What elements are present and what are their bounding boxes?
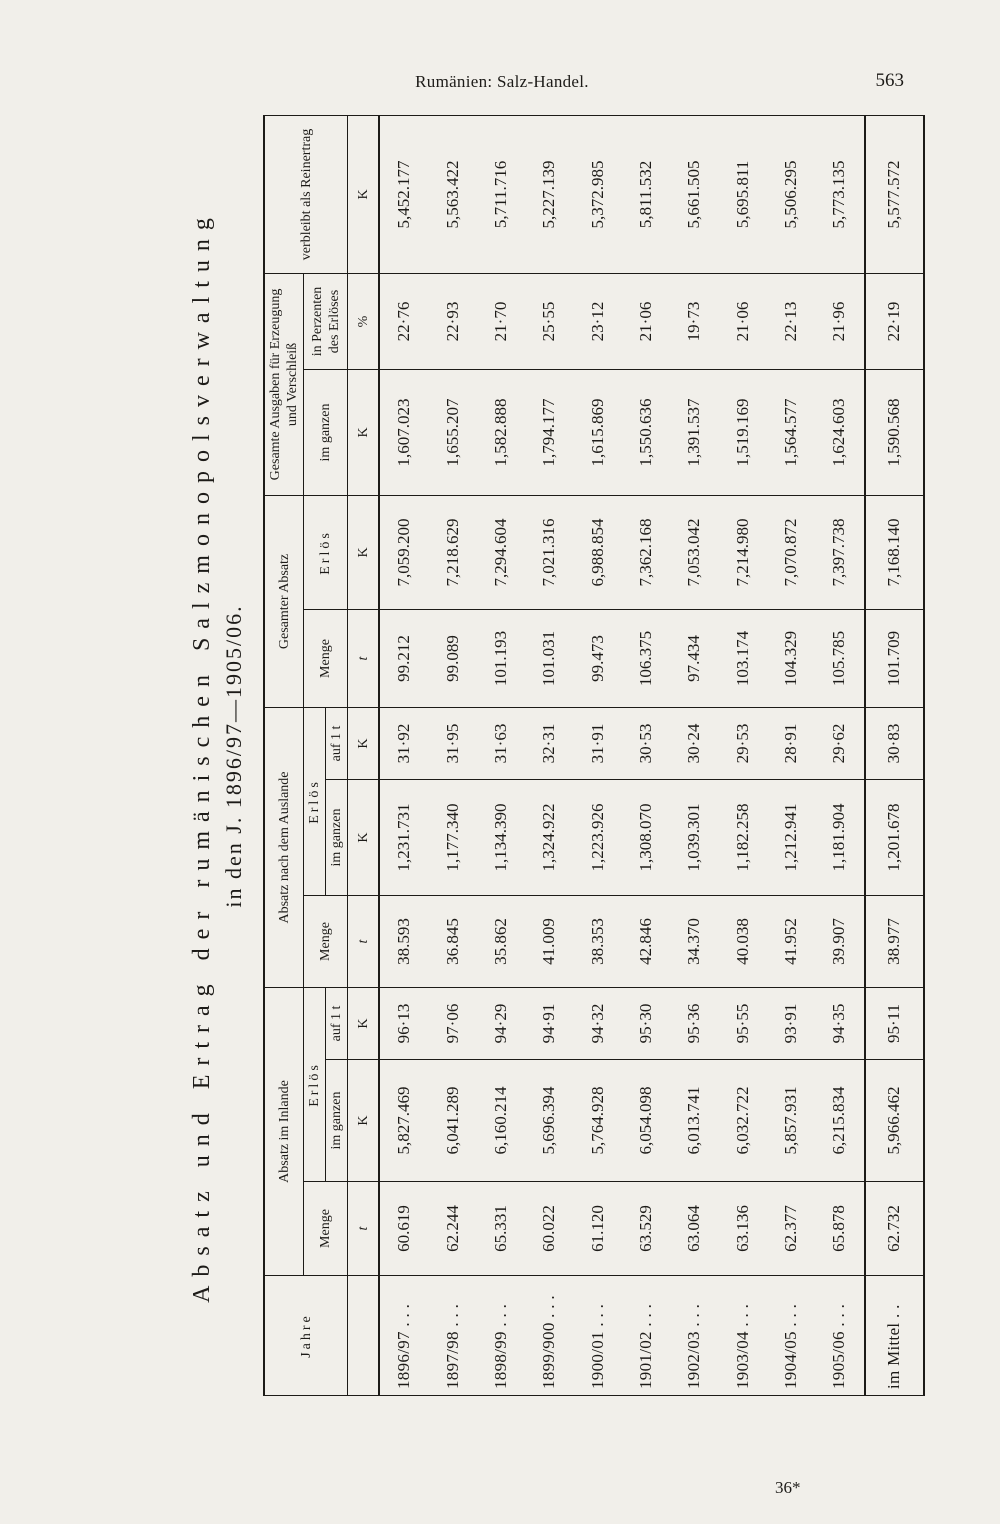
cell-ausgaben: 1,655.207 [429,369,477,495]
cell-menge-inland: 62.377 [767,1182,815,1276]
cell-erloes-ausland: 1,231.731 [379,780,429,896]
cell-menge-ausland: 41.952 [767,896,815,988]
cell-erloes-ausland: 1,308.070 [622,780,670,896]
header-inland: Absatz im Inlande [264,988,304,1276]
cell-erloes-gesamt: 7,059.200 [379,495,429,609]
cell-reinertrag: 5,372.985 [574,115,622,273]
cell-erloes-inland: 6,215.834 [815,1060,865,1182]
cell-erloes-ausland: 1,181.904 [815,780,865,896]
cell-auf1t-inland: 94·32 [574,988,622,1060]
cell-ausgaben: 1,590.568 [865,369,924,495]
cell-erloes-inland: 5,857.931 [767,1060,815,1182]
unit-k: K [348,707,380,779]
cell-prozent: 22·93 [429,273,477,369]
cell-ausgaben: 1,564.577 [767,369,815,495]
cell-menge-gesamt: 101.193 [477,609,525,707]
cell-erloes-inland: 5,696.394 [525,1060,573,1182]
cell-menge-gesamt: 97.434 [670,609,718,707]
cell-ausgaben: 1,794.177 [525,369,573,495]
cell-erloes-inland: 6,032.722 [718,1060,766,1182]
cell-menge-gesamt: 104.329 [767,609,815,707]
cell-reinertrag: 5,563.422 [429,115,477,273]
unit-k: K [348,115,380,273]
header-gesamte-ausgaben: Gesamte Ausgaben für Erzeugung und Verschleiß [264,273,304,495]
cell-year: im Mittel . . [865,1276,924,1396]
running-title: Rumänien: Salz-Handel. [415,72,589,91]
header-gesamter-absatz: Gesamter Absatz [264,495,304,707]
cell-menge-ausland: 39.907 [815,896,865,988]
unit-t: t [348,1182,380,1276]
cell-ausgaben: 1,519.169 [718,369,766,495]
unit-k: K [348,369,380,495]
cell-auf1t-inland: 95·30 [622,988,670,1060]
cell-menge-gesamt: 99.473 [574,609,622,707]
cell-auf1t-inland: 97·06 [429,988,477,1060]
header-im-ganzen-inland: im ganzen [326,1060,348,1182]
cell-auf1t-ausland: 31·91 [574,707,622,779]
cell-erloes-gesamt: 7,053.042 [670,495,718,609]
header-auf-1t-inland: auf 1 t [326,988,348,1060]
cell-menge-inland: 63.529 [622,1182,670,1276]
cell-year: 1905/06 . . . [815,1276,865,1396]
cell-erloes-ausland: 1,134.390 [477,780,525,896]
cell-auf1t-ausland: 30·83 [865,707,924,779]
cell-erloes-gesamt: 7,397.738 [815,495,865,609]
cell-reinertrag: 5,811.532 [622,115,670,273]
cell-ausgaben: 1,550.636 [622,369,670,495]
cell-menge-gesamt: 101.031 [525,609,573,707]
header-reinertrag: verbleibt als Reinertrag [264,115,348,273]
cell-ausgaben: 1,582.888 [477,369,525,495]
cell-ausgaben: 1,615.869 [574,369,622,495]
cell-menge-inland: 65.331 [477,1182,525,1276]
cell-menge-gesamt: 106.375 [622,609,670,707]
cell-erloes-ausland: 1,039.301 [670,780,718,896]
cell-menge-ausland: 35.862 [477,896,525,988]
unit-t: t [348,896,380,988]
cell-menge-gesamt: 99.089 [429,609,477,707]
header-jahre: Jahre [264,1276,348,1396]
cell-menge-gesamt: 99.212 [379,609,429,707]
cell-menge-inland: 61.120 [574,1182,622,1276]
cell-menge-inland: 65.878 [815,1182,865,1276]
header-ausgaben-im-ganzen: im ganzen [304,369,348,495]
caption-line-2: in den J. 1896/97—1905/06. [221,604,246,908]
cell-menge-ausland: 41.009 [525,896,573,988]
sheet-signature: 36* [775,1478,801,1497]
cell-reinertrag: 5,711.716 [477,115,525,273]
cell-year: 1900/01 . . . [574,1276,622,1396]
cell-erloes-gesamt: 7,021.316 [525,495,573,609]
table-row [767,115,815,1395]
cell-erloes-inland: 5,966.462 [865,1060,924,1182]
table-row [815,115,865,1395]
cell-erloes-gesamt: 7,362.168 [622,495,670,609]
cell-ausgaben: 1,607.023 [379,369,429,495]
table-row [718,115,766,1395]
cell-menge-ausland: 38.353 [574,896,622,988]
cell-erloes-ausland: 1,177.340 [429,780,477,896]
cell-auf1t-ausland: 29·53 [718,707,766,779]
cell-auf1t-ausland: 29·62 [815,707,865,779]
cell-erloes-ausland: 1,324.922 [525,780,573,896]
cell-erloes-inland: 5,827.469 [379,1060,429,1182]
running-header [100,70,904,100]
cell-prozent: 25·55 [525,273,573,369]
cell-auf1t-ausland: 28·91 [767,707,815,779]
unit-k: K [348,1060,380,1182]
cell-auf1t-inland: 94·29 [477,988,525,1060]
cell-auf1t-ausland: 31·95 [429,707,477,779]
cell-menge-inland: 63.136 [718,1182,766,1276]
salt-monopoly-table [263,115,925,1396]
cell-auf1t-inland: 93·91 [767,988,815,1060]
cell-erloes-gesamt: 7,214.980 [718,495,766,609]
cell-reinertrag: 5,577.572 [865,115,924,273]
page-number: 563 [875,70,904,91]
header-erloes-ausland: Erlös [304,707,326,895]
cell-year: 1903/04 . . . [718,1276,766,1396]
unit-percent: % [348,273,380,369]
cell-auf1t-inland: 94·91 [525,988,573,1060]
table-row [379,115,429,1395]
cell-erloes-inland: 6,054.098 [622,1060,670,1182]
salt-table-block [185,116,925,1396]
cell-prozent: 21·06 [718,273,766,369]
cell-menge-gesamt: 105.785 [815,609,865,707]
unit-k: K [348,780,380,896]
cell-erloes-inland: 6,160.214 [477,1060,525,1182]
cell-prozent: 22·13 [767,273,815,369]
cell-menge-ausland: 40.038 [718,896,766,988]
cell-auf1t-ausland: 31·92 [379,707,429,779]
header-menge-gesamt: Menge [304,609,348,707]
header-erloes-gesamt: Erlös [304,495,348,609]
table-row [622,115,670,1395]
unit-t: t [348,609,380,707]
cell-erloes-inland: 6,041.289 [429,1060,477,1182]
cell-reinertrag: 5,227.139 [525,115,573,273]
cell-prozent: 19·73 [670,273,718,369]
cell-erloes-gesamt: 7,294.604 [477,495,525,609]
cell-auf1t-inland: 96·13 [379,988,429,1060]
cell-auf1t-ausland: 32·31 [525,707,573,779]
header-erloes-inland: Erlös [304,988,326,1182]
cell-ausgaben: 1,391.537 [670,369,718,495]
cell-reinertrag: 5,695.811 [718,115,766,273]
cell-erloes-ausland: 1,212.941 [767,780,815,896]
header-menge-inland: Menge [304,1182,348,1276]
cell-menge-gesamt: 103.174 [718,609,766,707]
cell-year: 1898/99 . . . [477,1276,525,1396]
cell-menge-inland: 60.022 [525,1182,573,1276]
header-im-ganzen-ausland: im ganzen [326,780,348,896]
unit-k: K [348,495,380,609]
mean-row [865,115,924,1395]
cell-prozent: 22·76 [379,273,429,369]
header-auf-1t-ausland: auf 1 t [326,707,348,779]
header-ausland: Absatz nach dem Auslande [264,707,304,987]
cell-menge-inland: 60.619 [379,1182,429,1276]
table-body [379,115,924,1395]
cell-menge-gesamt: 101.709 [865,609,924,707]
header-ausgaben-prozent: in Perzenten des Erlöses [304,273,348,369]
cell-prozent: 22·19 [865,273,924,369]
cell-reinertrag: 5,452.177 [379,115,429,273]
cell-auf1t-ausland: 30·24 [670,707,718,779]
cell-erloes-gesamt: 7,218.629 [429,495,477,609]
unit-cell-empty [348,1276,380,1396]
cell-erloes-inland: 5,764.928 [574,1060,622,1182]
cell-reinertrag: 5,773.135 [815,115,865,273]
cell-reinertrag: 5,506.295 [767,115,815,273]
cell-year: 1896/97 . . . [379,1276,429,1396]
cell-menge-ausland: 38.593 [379,896,429,988]
cell-auf1t-inland: 94·35 [815,988,865,1060]
table-row [670,115,718,1395]
cell-prozent: 21·70 [477,273,525,369]
header-menge-ausland: Menge [304,896,348,988]
cell-erloes-ausland: 1,223.926 [574,780,622,896]
cell-year: 1897/98 . . . [429,1276,477,1396]
cell-ausgaben: 1,624.603 [815,369,865,495]
cell-erloes-ausland: 1,201.678 [865,780,924,896]
cell-auf1t-inland: 95·11 [865,988,924,1060]
unit-k: K [348,988,380,1060]
cell-auf1t-ausland: 30·53 [622,707,670,779]
table-row [525,115,573,1395]
cell-menge-ausland: 36.845 [429,896,477,988]
table-row [574,115,622,1395]
cell-year: 1899/900 . . . [525,1276,573,1396]
cell-prozent: 23·12 [574,273,622,369]
cell-prozent: 21·06 [622,273,670,369]
cell-year: 1901/02 . . . [622,1276,670,1396]
cell-menge-inland: 62.244 [429,1182,477,1276]
table-row [477,115,525,1395]
cell-prozent: 21·96 [815,273,865,369]
cell-menge-ausland: 34.370 [670,896,718,988]
cell-menge-inland: 62.732 [865,1182,924,1276]
cell-erloes-gesamt: 7,168.140 [865,495,924,609]
rotated-table-frame [185,116,925,1396]
cell-auf1t-ausland: 31·63 [477,707,525,779]
table-caption [185,116,249,1396]
cell-erloes-gesamt: 7,070.872 [767,495,815,609]
cell-auf1t-inland: 95·55 [718,988,766,1060]
cell-year: 1904/05 . . . [767,1276,815,1396]
cell-menge-inland: 63.064 [670,1182,718,1276]
cell-erloes-gesamt: 6,988.854 [574,495,622,609]
cell-year: 1902/03 . . . [670,1276,718,1396]
cell-erloes-ausland: 1,182.258 [718,780,766,896]
caption-line-1: Absatz und Ertrag der rumänischen Salzmonopolsverwaltung [189,209,215,1303]
cell-auf1t-inland: 95·36 [670,988,718,1060]
cell-menge-ausland: 38.977 [865,896,924,988]
cell-menge-ausland: 42.846 [622,896,670,988]
cell-erloes-inland: 6,013.741 [670,1060,718,1182]
table-row [429,115,477,1395]
cell-reinertrag: 5,661.505 [670,115,718,273]
